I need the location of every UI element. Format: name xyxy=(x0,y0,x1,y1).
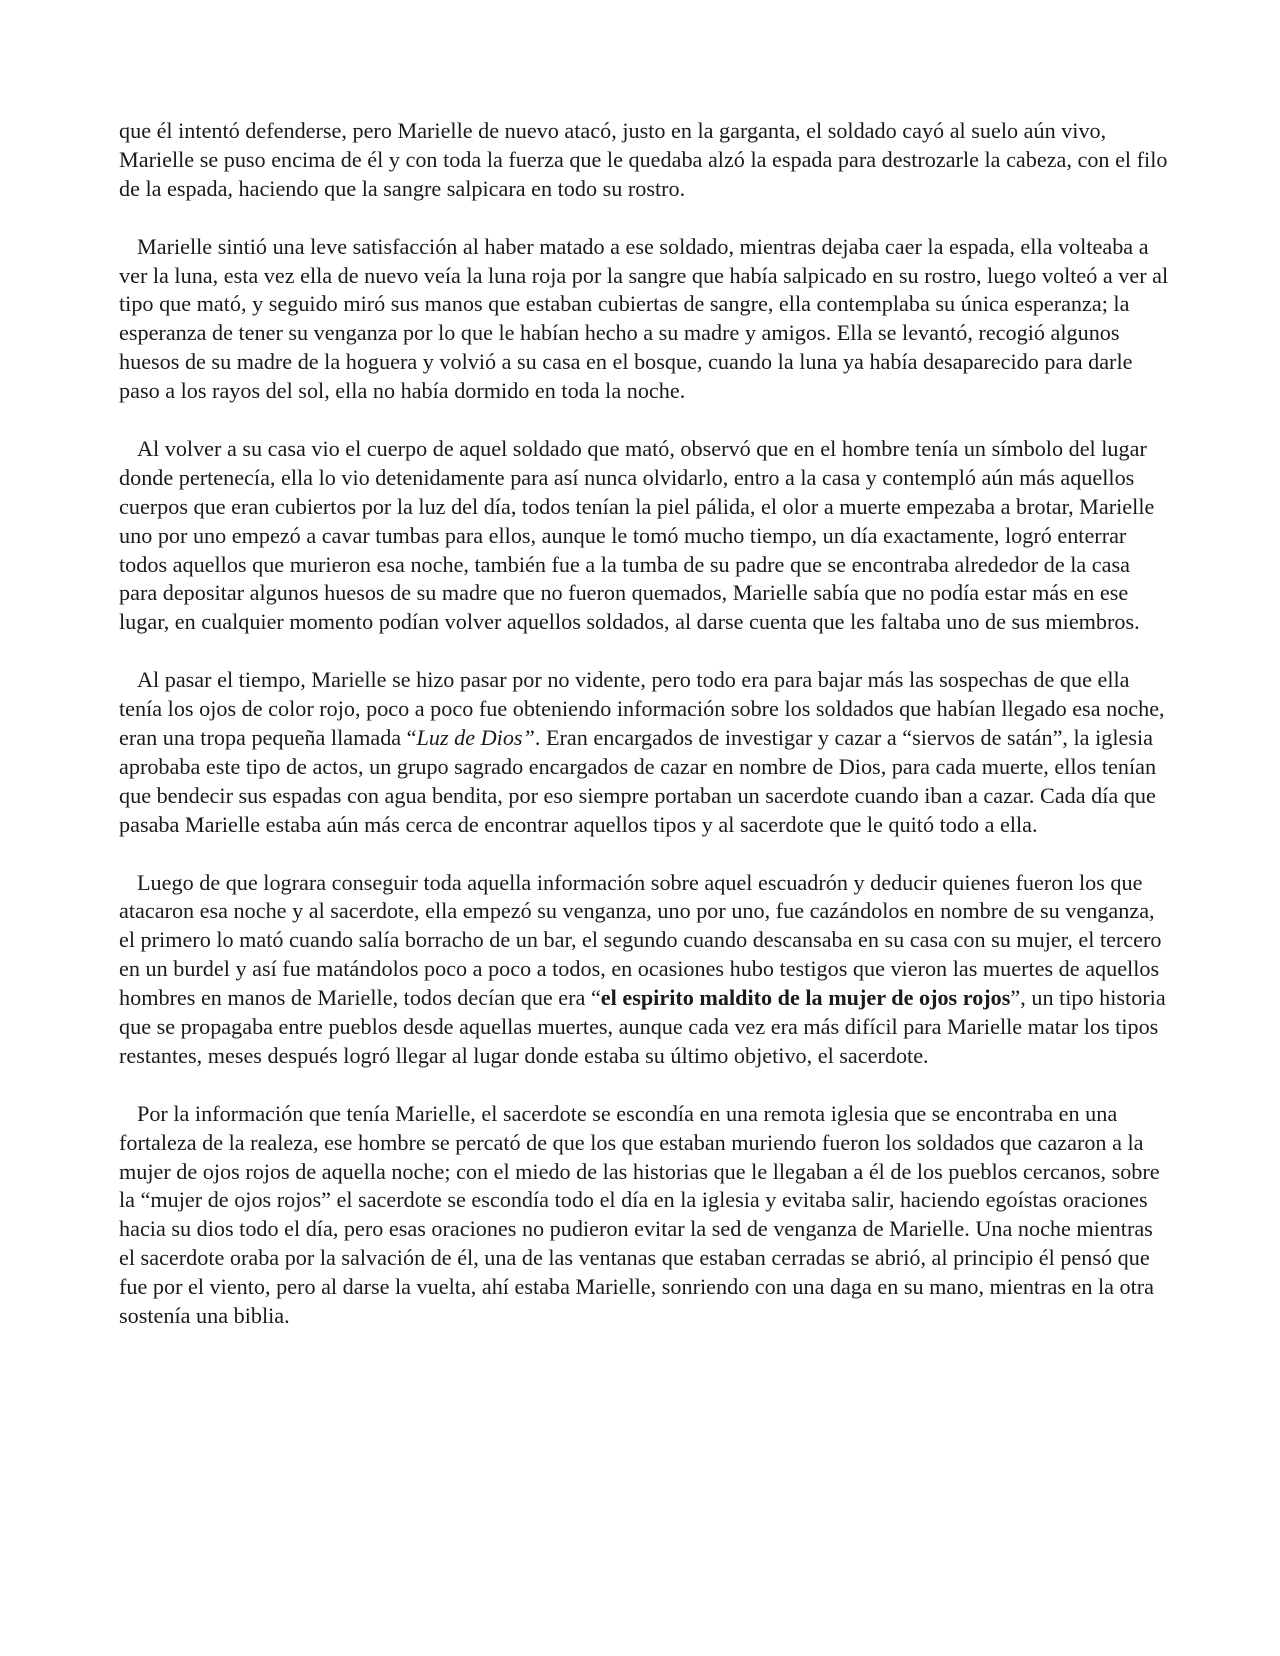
paragraph-6 xyxy=(119,1100,1169,1331)
paragraph-1 xyxy=(119,117,1169,204)
paragraph-4-italic-title: Luz de Dios” xyxy=(416,724,535,750)
paragraph-4 xyxy=(119,666,1169,839)
paragraph-6-text: Por la información que tenía Marielle, el sacerdote se escondía en una remota iglesia que se encontraba en una fortaleza de la realeza, ese hombre se percató de que los que estaban muriendo fueron los soldados que cazaron a la mujer de ojos rojos de aquella noche; con el miedo de las historias que le llegaban a él de los pueblos cercanos, sobre la “mujer de ojos rojos” el sacerdote se escondía todo el día en la iglesia y evitaba salir, haciendo egoístas oraciones hacia su dios todo el día, pero esas oraciones no pudieron evitar la sed de venganza de Marielle. Una noche mientras el sacerdote oraba por la salvación de él, una de las ventanas que estaban cerradas se abrió, al principio él pensó que fue por el viento, pero al darse la vuelta, ahí estaba Marielle, sonriendo con una daga en su mano, mientras en la otra sostenía una biblia. xyxy=(119,1100,1160,1329)
document-page xyxy=(119,117,1169,1331)
paragraph-4-text-after: . Eran encargados de investigar y cazar a “siervos de satán”, la iglesia aprobaba este tipo de actos, un grupo sagrado encargados de cazar en nombre de Dios, para cada muerte, ellos tenían que bendecir sus espadas con agua bendita, por eso siempre portaban un sacerdote cuando iban a cazar. Cada día que pasaba Marielle estaba aún más cerca de encontrar aquellos tipos y al sacerdote que le quitó todo a ella. xyxy=(119,724,1157,837)
paragraph-5-text-after: ”, un tipo historia que se propagaba entre pueblos desde aquellas muertes, aunque cada vez era más difícil para Marielle matar los tipos restantes, meses después logró llegar al lugar donde estaba su último objetivo, el sacerdote. xyxy=(119,985,1166,1068)
paragraph-5-bold-phrase: el espirito maldito de la mujer de ojos rojos xyxy=(600,985,1011,1011)
paragraph-5-text-before: Luego de que lograra conseguir toda aquella información sobre aquel escuadrón y deducir quienes fueron los que atacaron esa noche y al sacerdote, ella empezó su venganza, uno por uno, fue cazándolos en nombre de su venganza, el primero lo mató cuando salía borracho de un bar, el segundo cuando descansaba en su casa con su mujer, el tercero en un burdel y así fue matándolos poco a poco a todos, en ocasiones hubo testigos que vieron las muertes de aquellos hombres en manos de Marielle, todos decían que era “ xyxy=(119,869,1162,1011)
paragraph-5 xyxy=(119,869,1169,1071)
paragraph-2-text: Marielle sintió una leve satisfacción al haber matado a ese soldado, mientras dejaba caer la espada, ella volteaba a ver la luna, esta vez ella de nuevo veía la luna roja por la sangre que había salpicado en su rostro, luego volteó a ver al tipo que mató, y seguido miró sus manos que estaban cubiertas de sangre, ella contemplaba su única esperanza; la esperanza de tener su venganza por lo que le habían hecho a su madre y amigos. Ella se levantó, recogió algunos huesos de su madre de la hoguera y volvió a su casa en el bosque, cuando la luna ya había desaparecido para darle paso a los rayos del sol, ella no había dormido en toda la noche. xyxy=(119,233,1169,404)
paragraph-4-text-before: Al pasar el tiempo, Marielle se hizo pasar por no vidente, pero todo era para bajar más las sospechas de que ella tenía los ojos de color rojo, poco a poco fue obteniendo información sobre los soldados que habían llegado esa noche, eran una tropa pequeña llamada “ xyxy=(119,667,1165,750)
paragraph-3 xyxy=(119,435,1169,637)
paragraph-3-text: Al volver a su casa vio el cuerpo de aquel soldado que mató, observó que en el hombre tenía un símbolo del lugar donde pertenecía, ella lo vio detenidamente para así nunca olvidarlo, entro a la casa y contempló aún más aquellos cuerpos que eran cubiertos por la luz del día, todos tenían la piel pálida, el olor a muerte empezaba a brotar, Marielle uno por uno empezó a cavar tumbas para ellos, aunque le tomó mucho tiempo, un día exactamente, logró enterrar todos aquellos que murieron esa noche, también fue a la tumba de su padre que se encontraba alrededor de la casa para depositar algunos huesos de su madre que no fueron quemados, Marielle sabía que no podía estar más en ese lugar, en cualquier momento podían volver aquellos soldados, al darse cuenta que les faltaba uno de sus miembros. xyxy=(119,435,1155,635)
paragraph-1-text: que él intentó defenderse, pero Marielle de nuevo atacó, justo en la garganta, el soldado cayó al suelo aún vivo, Marielle se puso encima de él y con toda la fuerza que le quedaba alzó la espada para destrozarle la cabeza, con el filo de la espada, haciendo que la sangre salpicara en todo su rostro. xyxy=(119,118,1168,201)
paragraph-2 xyxy=(119,233,1169,406)
